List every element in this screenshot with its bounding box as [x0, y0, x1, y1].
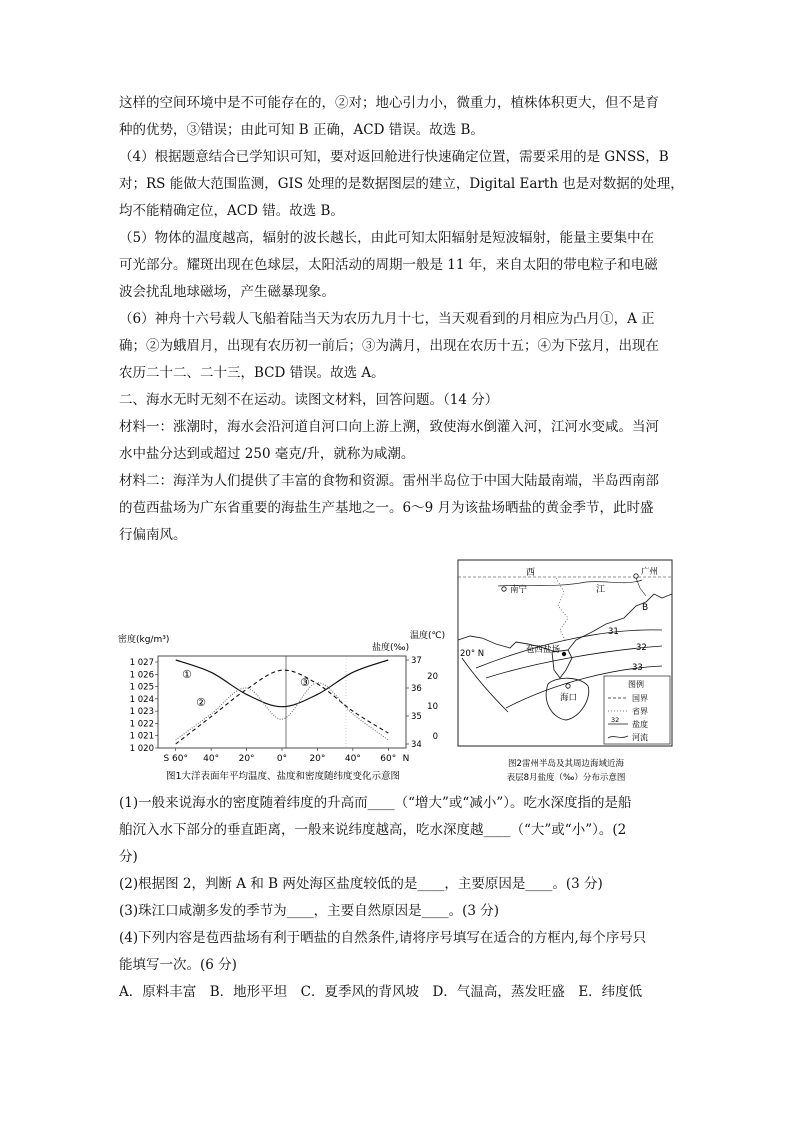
salinity-ticks: [406, 656, 422, 750]
label-nanning: 南宁: [510, 585, 528, 595]
x-tick-label: 40°: [344, 754, 361, 764]
text-line: （6）神舟十六号载人飞船着陆当天为农历九月十七，当天观看到的月相应为凸月①，A 正: [119, 311, 655, 327]
label-jiang: 江: [596, 585, 606, 595]
density-tick-label: 1 026: [129, 670, 154, 681]
text-line: 波会扰乱地球磁场，产生磁暴现象。: [119, 284, 335, 300]
x-tick-label: 60°: [380, 754, 397, 764]
text-line: 对；RS 能做大范围监测，GIS 处理的是数据图层的建立，Digital Earth 也是对数据的处理，: [119, 176, 684, 192]
temperature-tick-label: 10: [427, 702, 438, 712]
salinity-tick-label: 35: [411, 712, 422, 722]
isoline-label-33: 33: [632, 663, 643, 673]
density-tick-label: 1 022: [129, 719, 154, 730]
figure2-map: [456, 558, 676, 788]
curve-label-1: ①: [182, 668, 192, 681]
question-line: 分): [119, 849, 138, 865]
salinity-tick-label: 37: [411, 656, 422, 666]
label-guangxi: 西: [526, 568, 536, 578]
isoline-label-31: 31: [608, 627, 619, 637]
text-line: 材料一：涨潮时，海水会沿河道自河口向上游上溯，致使海水倒灌入河，江河水变咸。当河: [119, 419, 659, 435]
text-line: 确；②为蛾眉月，出现有农历初一前后；③为满月，出现在农历十五；④为下弦月，出现在: [119, 338, 659, 354]
x-tick-label: 0°: [276, 754, 288, 764]
density-ticks: [130, 658, 158, 754]
question-line: (4)下列内容是苞西盐场有利于晒盐的自然条件,请将序号填写在适合的方框内,每个序号只: [119, 930, 647, 946]
text-line: 的苞西盐场为广东省重要的海盐生产基地之一。6～9 月为该盐场晒盐的黄金季节，此时盛: [119, 500, 654, 516]
salinity-axis-title: 盐度(‰): [372, 643, 410, 653]
temperature-ticks: [427, 672, 438, 742]
legend-label-province: 省界: [632, 707, 648, 716]
figure2-caption-line1: 图2雷州半岛及其周边海域近海: [508, 759, 624, 769]
density-tick-label: 1 020: [129, 744, 154, 754]
question-line: 能填写一次。(6 分): [119, 957, 237, 973]
temperature-tick-label: 20: [427, 672, 438, 682]
salinity-tick-label: 36: [411, 684, 422, 694]
text-line: 均不能精确定位，ACD 错。故选 B。: [119, 203, 344, 219]
guangzhou-marker: [634, 574, 638, 578]
nanning-marker: [502, 587, 506, 591]
legend-isoline-value: 32: [611, 716, 620, 724]
density-axis-title: 密度(kg/m³): [118, 635, 170, 645]
legend-title: 图例: [628, 680, 644, 689]
text-line: 材料二：海洋为人们提供了丰富的食物和资源。雷州半岛位于中国大陆最南端，半岛西南部: [119, 473, 659, 489]
label-haikou: 海口: [560, 693, 578, 703]
density-tick-label: 1 021: [129, 731, 154, 742]
section-heading: 二、海水无时无刻不在运动。读图文材料，回答问题。（14 分）: [119, 392, 499, 408]
curve-label-2: ②: [196, 696, 206, 709]
text-line: （4）根据题意结合已学知识可知，要对返回舱进行快速确定位置，需要采用的是 GNSS，B: [119, 149, 669, 165]
x-ticks: [163, 748, 409, 764]
text-line: 行偏南风。: [119, 527, 187, 543]
figure1-chart: [116, 628, 450, 788]
text-line: 种的优势，③错误；由此可知 B 正确，ACD 错误。故选 B。: [119, 122, 484, 138]
salinity-curve: [176, 683, 389, 740]
question-line: (1)一般来说海水的密度随着纬度的升高而____（“增大”或“减小”）。吃水深度指的是船: [119, 795, 632, 811]
density-tick-label: 1 025: [129, 682, 154, 693]
curve-label-3: ③: [300, 676, 310, 689]
x-tick-label: 20°: [309, 754, 326, 764]
legend-label-salinity: 盐度: [632, 720, 648, 729]
legend-label-national: 国界: [632, 694, 648, 703]
label-guangzhou: 广州: [641, 567, 659, 577]
text-line: 这样的空间环境中是不可能存在的，②对；地心引力小，微重力，植株体积更大，但不是育: [119, 95, 659, 111]
label-saltfield: 苞西盐场: [526, 645, 561, 655]
temperature-tick-label: 0: [432, 732, 438, 742]
question-line: (3)珠江口咸潮多发的季节为____，主要自然原因是____。(3 分): [119, 903, 500, 919]
x-tick-label: S 60°: [163, 754, 188, 764]
x-tick-label: 40°: [203, 754, 220, 764]
figure1-caption: 图1大洋表面年平均温度、盐度和密度随纬度变化示意图: [165, 771, 401, 782]
text-line: （5）物体的温度越高，辐射的波长越长，由此可知太阳辐射是短波辐射，能量主要集中在: [119, 230, 655, 246]
question-line: 舶沉入水下部分的垂直距离，一般来说纬度越高，吃水深度越____（“大”或“小”）。(2: [119, 822, 627, 838]
options-line: A．原料丰富 B．地形平坦 C．夏季风的背风坡 D．气温高，蒸发旺盛 E．纬度低: [119, 984, 643, 1000]
density-tick-label: 1 023: [129, 707, 154, 718]
density-tick-label: 1 024: [129, 694, 154, 705]
density-curve: [176, 660, 389, 707]
density-tick-label: 1 027: [129, 658, 154, 668]
isoline-label-32: 32: [636, 643, 647, 653]
text-line: 水中盐分达到或超过 250 毫克/升，就称为咸潮。: [119, 446, 415, 462]
x-tick-label: N: [402, 754, 410, 764]
legend-label-river: 河流: [632, 733, 648, 742]
text-line: 农历二十二、二十三，BCD 错误。故选 A。: [119, 365, 385, 381]
label-point-b: B: [642, 603, 649, 613]
figure2-caption-line2: 表层8月盐度（‰）分布示意图: [506, 773, 626, 783]
saltfield-marker: [562, 652, 566, 656]
label-lat20: 20° N: [460, 649, 485, 659]
temperature-axis-title: 温度(℃): [410, 631, 446, 641]
question-line: (2)根据图 2，判断 A 和 B 两处海区盐度较低的是____，主要原因是____。(3 分): [119, 876, 603, 892]
answer-text-block: [119, 90, 684, 549]
questions-block: [119, 790, 679, 1006]
salinity-tick-label: 34: [411, 740, 422, 750]
text-line: 可光部分。耀斑出现在色球层，太阳活动的周期一般是 11 年，来自太阳的带电粒子和电磁: [119, 257, 658, 273]
haikou-marker: [566, 684, 570, 688]
x-tick-label: 20°: [238, 754, 255, 764]
